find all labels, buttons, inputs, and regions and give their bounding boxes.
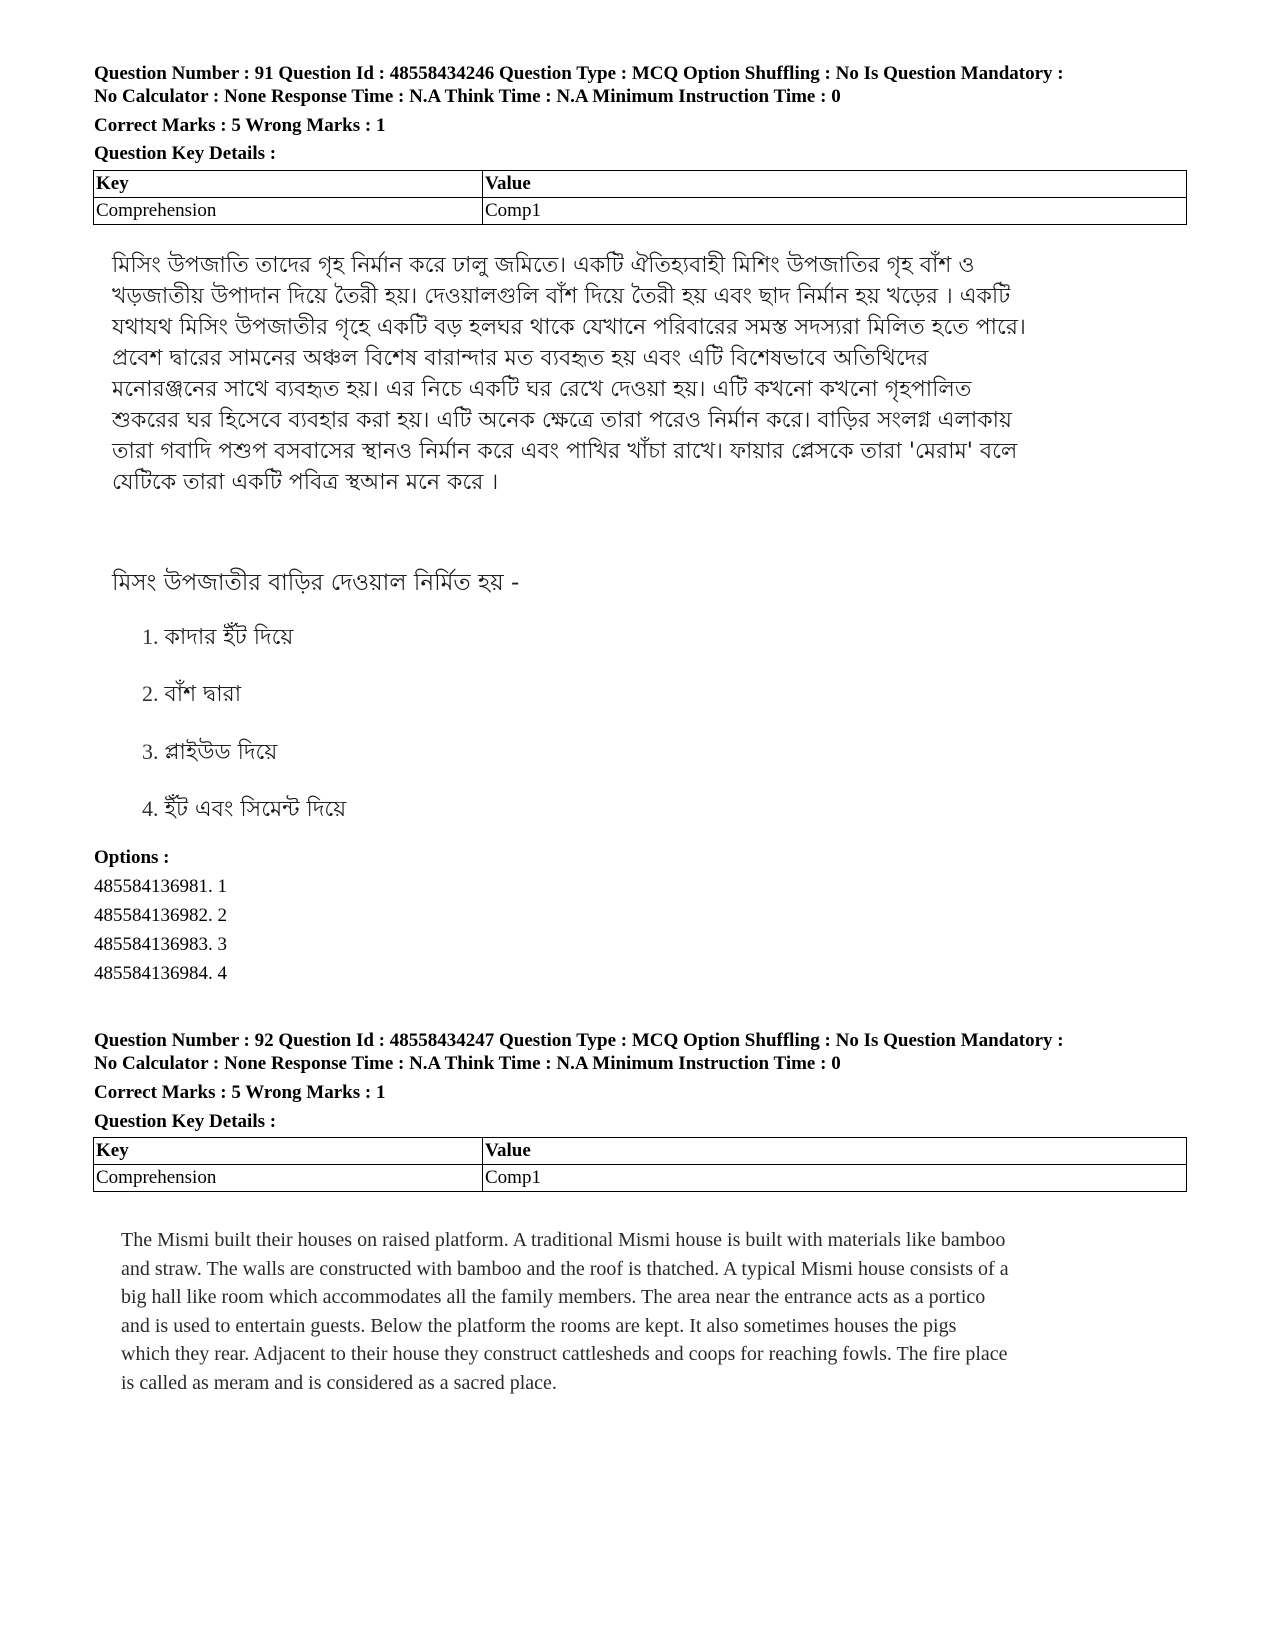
choice-item	[142, 735, 277, 772]
choice-number: 1.	[142, 624, 159, 649]
passage-line: মনোরঞ্জনের সাথে ব্যবহৃত হয়। এর নিচে একটি ঘর রেখে দেওয়া হয়। এটি কখনো কখনো গৃহপালিত	[112, 377, 972, 402]
q91-key-details-label: Question Key Details :	[94, 143, 277, 164]
table-row	[94, 1165, 1187, 1192]
q92-key-table	[93, 1137, 1187, 1192]
value-cell: Comp1	[483, 1165, 1187, 1192]
passage-line: প্রবেশ দ্বারের সামনের অঞ্চল বিশেষ বারান্দার মত ব্যবহৃত হয় এবং এটি বিশেষভাবে অতিথিদের	[112, 346, 929, 371]
q92-passage	[121, 1226, 1189, 1397]
q92-meta-line2: No Calculator : None Response Time : N.A Think Time : N.A Minimum Instruction Time : 0	[94, 1053, 841, 1074]
option-line: 485584136981. 1	[94, 876, 227, 897]
table-header-row	[94, 1138, 1187, 1165]
passage-line: যথাযথ মিসিং উপজাতীর গৃহে একটি বড় হলঘর থাকে যেখানে পরিবারের সমস্ত সদস্যরা মিলিত হতে পারে।	[112, 315, 1026, 340]
passage-line: and is used to entertain guests. Below the platform the rooms are kept. It also sometimes houses the pigs	[121, 1314, 957, 1337]
value-cell: Comp1	[483, 198, 1187, 225]
passage-line: which they rear. Adjacent to their house they construct cattlesheds and coops for reaching fowls. The fire place	[121, 1343, 1008, 1365]
q92-marks: Correct Marks : 5 Wrong Marks : 1	[94, 1082, 386, 1103]
choice-text: ইঁট এবং সিমেন্ট দিয়ে	[164, 797, 347, 822]
value-header: Value	[483, 171, 1187, 198]
q91-meta-line1: Question Number : 91 Question Id : 48558434246 Question Type : MCQ Option Shuffling : No Is Question Mandatory :	[94, 63, 1064, 84]
q92-meta	[94, 1029, 1194, 1075]
option-line: 485584136983. 3	[94, 934, 227, 955]
choice-text: প্লাইউড দিয়ে	[164, 740, 278, 765]
choice-number: 2.	[142, 681, 159, 706]
passage-line: তারা গবাদি পশুপ বসবাসের স্থানও নির্মান করে এবং পাখির খাঁচা রাখে। ফায়ার প্লেসকে তারা 'মেরাম' বলে	[112, 439, 1018, 464]
key-header: Key	[94, 1138, 483, 1165]
q91-key-table	[93, 170, 1187, 225]
choice-item	[142, 677, 241, 714]
choice-text: কাদার ইঁট দিয়ে	[164, 625, 294, 650]
option-line: 485584136984. 4	[94, 963, 227, 984]
passage-line: মিসিং উপজাতি তাদের গৃহ নির্মান করে ঢালু জমিতে। একটি ঐতিহ্যবাহী মিশিং উপজাতির গৃহ বাঁশ ও	[112, 253, 975, 278]
choice-number: 3.	[142, 739, 159, 764]
key-cell: Comprehension	[94, 198, 483, 225]
choice-item	[142, 620, 293, 657]
q92-key-details-label: Question Key Details :	[94, 1111, 277, 1132]
passage-line: যেটিকে তারা একটি পবিত্র স্থআন মনে করে ।	[112, 470, 499, 495]
q91-options-label: Options :	[94, 847, 170, 868]
value-header: Value	[483, 1138, 1187, 1165]
q91-marks: Correct Marks : 5 Wrong Marks : 1	[94, 115, 386, 136]
key-header: Key	[94, 171, 483, 198]
option-line: 485584136982. 2	[94, 905, 227, 926]
table-header-row	[94, 171, 1187, 198]
passage-line: big hall like room which accommodates all the family members. The area near the entrance acts as a portico	[121, 1286, 986, 1308]
table-row	[94, 198, 1187, 225]
passage-line: and straw. The walls are constructed with bamboo and the roof is thatched. A typical Mismi house consists of a	[121, 1257, 1009, 1280]
q91-passage	[112, 250, 1212, 498]
key-cell: Comprehension	[94, 1165, 483, 1192]
passage-line: is called as meram and is considered as a sacred place.	[121, 1371, 557, 1394]
q91-question-text: মিসং উপজাতীর বাড়ির দেওয়াল নির্মিত হয় -	[112, 570, 520, 596]
q91-meta	[94, 62, 1194, 108]
passage-line: The Mismi built their houses on raised platform. A traditional Mismi house is built with materials like bamboo	[121, 1229, 1006, 1251]
choice-number: 4.	[142, 796, 159, 821]
choice-text: বাঁশ দ্বারা	[164, 682, 242, 707]
passage-line: খড়জাতীয় উপাদান দিয়ে তৈরী হয়। দেওয়ালগুলি বাঁশ দিয়ে তৈরী হয় এবং ছাদ নির্মান হয় খড়ের । একটি	[112, 284, 1011, 309]
q91-meta-line2: No Calculator : None Response Time : N.A Think Time : N.A Minimum Instruction Time : 0	[94, 86, 841, 107]
passage-line: শুকরের ঘর হিসেবে ব্যবহার করা হয়। এটি অনেক ক্ষেত্রে তারা পরেও নির্মান করে। বাড়ির সংলগ্ন এলাকায়	[112, 408, 1012, 433]
choice-item	[142, 792, 346, 829]
q92-meta-line1: Question Number : 92 Question Id : 48558434247 Question Type : MCQ Option Shuffling : No Is Question Mandatory :	[94, 1030, 1064, 1051]
